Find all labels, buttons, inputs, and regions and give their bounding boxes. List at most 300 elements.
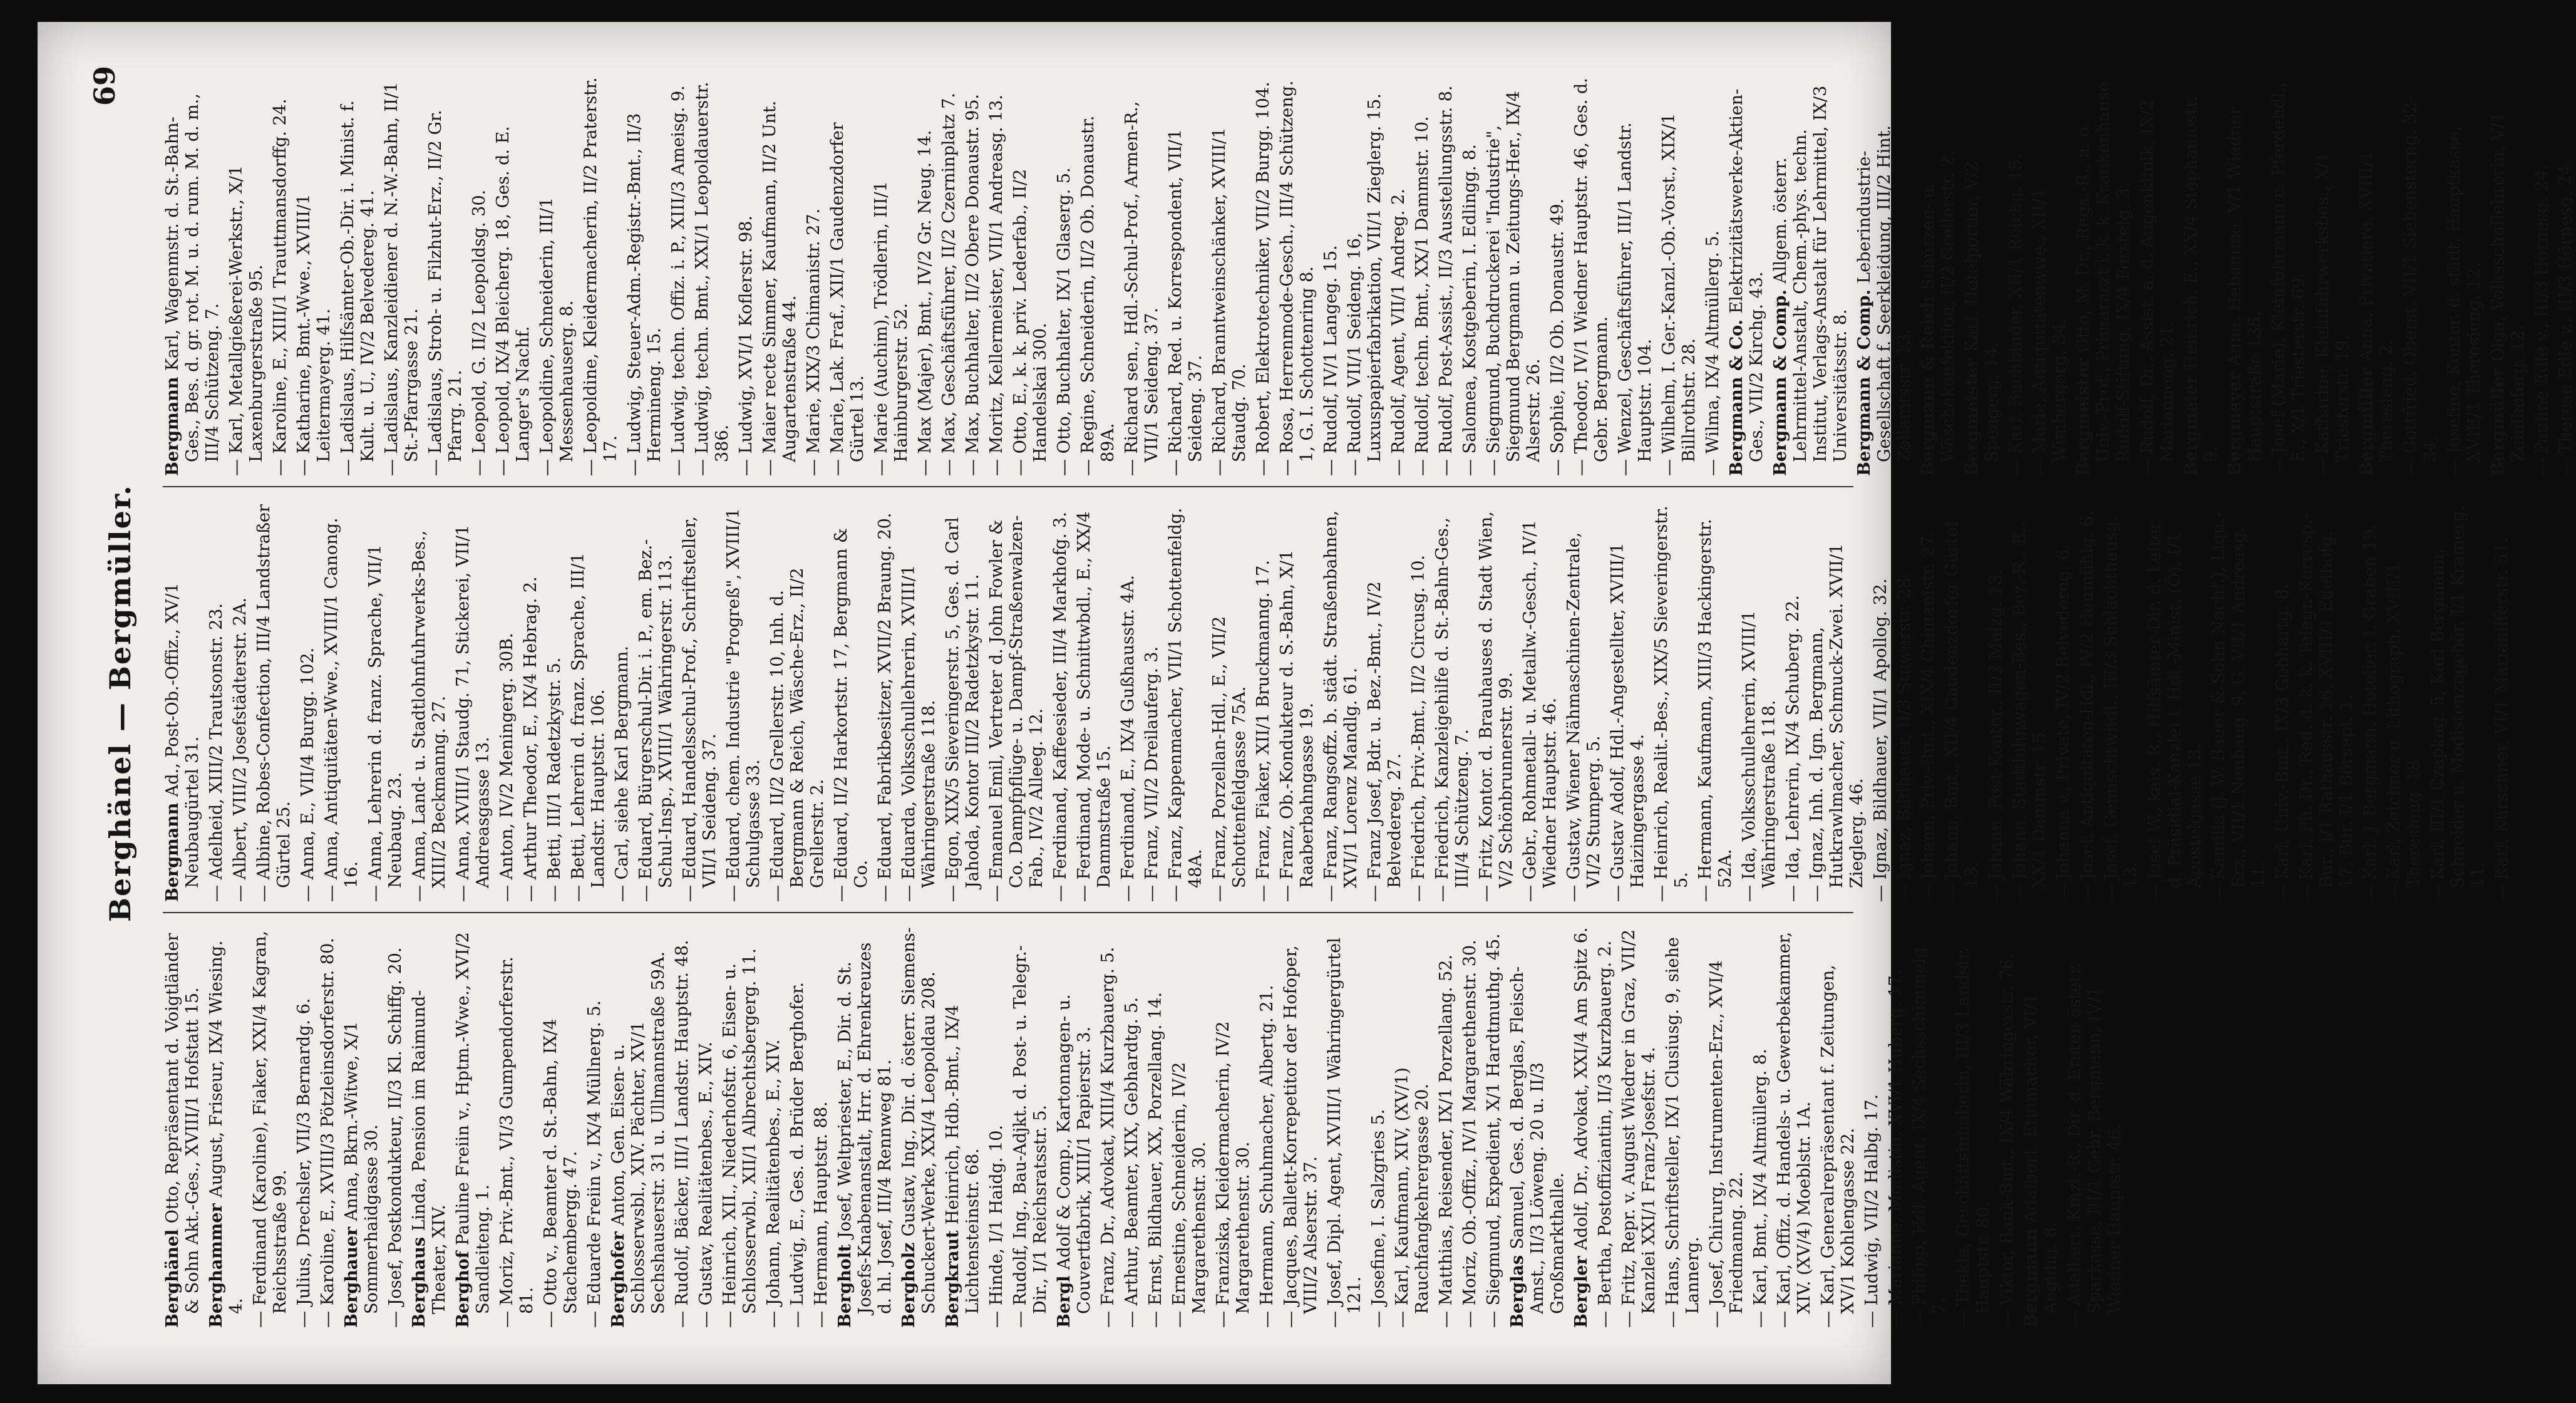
entry-text: Ignaz, Bildhauer, II/3 Stuwerstr. 28. <box>1895 572 1914 880</box>
entry-dash: — <box>1074 879 1094 902</box>
entry-dash: — <box>537 453 557 476</box>
entry-text: Josef, Dipl. Agent, XVIII/1 Währingergürtel 121. <box>1325 938 1364 1314</box>
entry-text: Karl, Zeichner u. Lithograph, XVIII/1 Theresieng. 18. <box>2384 562 2424 888</box>
entry-text: Marie, XIX/3 Chimanistr. 27. <box>804 208 823 454</box>
directory-entry <box>537 75 577 476</box>
directory-entry <box>1321 501 1361 902</box>
directory-entry <box>493 75 533 476</box>
entry-dash: — <box>1054 453 1074 476</box>
directory-entry <box>1325 927 1365 1328</box>
directory-entry <box>2065 927 2125 1328</box>
directory-entry <box>2361 501 2381 902</box>
entry-text: Rudolf, techn. Bmt., XX/1 Dammstr. 10. <box>1413 116 1432 454</box>
entry-text: Betti, Lehrerin d. franz. Sprache, III/1 Landstr. Hauptstr. 106. <box>569 552 608 888</box>
entry-text: Karoline, E., XIII/1 Trauttmansdorffg. 24. <box>270 98 290 454</box>
entry-dash: — <box>270 453 290 476</box>
entry-text: Ernestine, Schneiderin, IV/2 Margarethenstr. 30. <box>1170 1062 1209 1314</box>
entry-dash: — <box>1277 453 1297 476</box>
directory-entry <box>1663 927 1703 1328</box>
entry-text: Julius, Drechsler, VII/3 Bernardg. 6. <box>294 998 314 1306</box>
entry-dash: — <box>1210 453 1229 476</box>
entry-dash: — <box>227 453 246 476</box>
entry-dash: — <box>1166 453 1185 476</box>
entry-text: Heinrich, Realit.-Bes., XIX/5 Sieveringerstr. 5. <box>1652 505 1691 888</box>
entry-dash: — <box>1170 1305 1189 1328</box>
directory-entry <box>1564 501 1604 902</box>
directory-entry <box>1771 75 1851 476</box>
entry-dash: — <box>2101 879 2121 902</box>
entry-text: Maier recte Simmer, Kaufmann, II/2 Unt. Augartenstraße 44. <box>760 100 800 462</box>
directory-entry <box>2010 501 2050 902</box>
entry-dash: — <box>569 879 588 902</box>
directory-entry <box>2532 75 2552 476</box>
entry-dash: — <box>1619 1305 1639 1328</box>
directory-entry <box>545 501 565 902</box>
rotated-directory-page <box>38 22 2575 1384</box>
directory-entry <box>1369 927 1389 1328</box>
entry-dash: — <box>1321 453 1341 476</box>
entry-dash: — <box>2209 879 2228 902</box>
directory-entry <box>1548 75 1568 476</box>
entry-text: Ferdinand (Karoline), Fiaker, XXI/4 Kagran, Reichsstraße 99. <box>250 930 290 1314</box>
entry-text: Adolf, Dr., Advokat, XXI/4 Am Spitz 6. <box>1572 927 1591 1250</box>
directory-entry <box>230 501 250 902</box>
directory-entry <box>1460 927 1480 1328</box>
entry-dash: — <box>541 1305 560 1328</box>
entry-dash: — <box>1122 453 1141 476</box>
directory-entry <box>2145 501 2205 902</box>
directory-entry <box>768 501 828 902</box>
entry-text: Hermann, Schuhmacher, Albertg. 21. <box>1257 985 1277 1306</box>
directory-entry <box>1011 75 1051 476</box>
entry-dash: — <box>720 1305 739 1328</box>
entry-dash: — <box>453 879 473 902</box>
entry-text: Ludwig, techn. Bmt., XXI/1 Leopoldauerstr. 386. <box>693 81 732 462</box>
entry-text: Max, Geschäftsführer, II/2 Czerninplatz 7. <box>939 92 959 454</box>
entry-text: Eduarda, Volksschullehrerin, XVIII/1 Währingerstraße 118. <box>899 564 939 888</box>
entry-dash: — <box>294 1305 314 1328</box>
column-divider <box>163 912 1853 913</box>
entry-text: Jacques, Ballett-Korrepetitor der Hofoper, VIII/2 Alserstr. 37. <box>1281 945 1321 1314</box>
entry-dash: — <box>672 1305 692 1328</box>
entry-text: Ernst, Bildhauer, XX, Porzellang. 14. <box>1146 991 1165 1306</box>
entry-surname: Bergmann <box>163 797 182 902</box>
entry-dash: — <box>1663 1305 1682 1328</box>
directory-entry <box>987 927 1007 1328</box>
entry-dash: — <box>832 879 851 902</box>
directory-entry <box>899 501 939 902</box>
entry-dash: — <box>2065 1305 2084 1328</box>
entry-dash: — <box>1460 453 1480 476</box>
entry-dash: — <box>2428 879 2448 902</box>
entry-text: Marie, Lak. Fraf., XII/1 Gaudenzdorfer Gürtel 13. <box>828 122 867 462</box>
entry-text: Rudolf, IV/1 Langeg. 15. <box>1321 245 1341 454</box>
entry-dash: — <box>1919 879 1938 902</box>
entry-text: Eduard, II/2 Harkortstr. 17, Bergmann & Co. <box>832 528 871 888</box>
entry-text: Ludwig, XVI/1 Koflerstr. 98. <box>736 215 756 454</box>
entry-text: Richard, Branntweinschänker, XVIII/1 Staudg. 70. <box>1210 127 1249 462</box>
entry-text: Moriz, Ob.-Offiz., IV/1 Margarethenstr. 30. <box>1460 940 1480 1306</box>
entry-text: Gottfried, Oberst, VII/1 Siebensterng. 32–34. <box>2401 94 2440 462</box>
entry-text: Pauline Freiin v., Hptm.-Wwe., XVI/2 Sandleiteng. 1. <box>453 932 493 1314</box>
directory-entry <box>987 75 1007 476</box>
directory-entry <box>497 501 517 902</box>
entry-dash: — <box>1210 879 1229 902</box>
directory-entry <box>1775 927 1815 1328</box>
entry-text: Anna, Lehrerin d. franz. Sprache, VII/1 Neubaug. 23. <box>366 544 405 888</box>
entry-text: Anton, IV/2 Meningerg. 30B. <box>497 633 517 880</box>
entry-dash: — <box>207 879 226 902</box>
entry-text: Eduard, Handelsschul-Prof., Schriftsteller, VII/1 Seideng. 37. <box>680 516 719 888</box>
entry-dash: — <box>872 453 891 476</box>
entry-dash: — <box>1548 453 1567 476</box>
directory-entry <box>2273 501 2293 902</box>
directory-entry <box>382 75 422 476</box>
entry-text: Anna, E., VII/4 Burgg. 102. <box>298 647 317 880</box>
entry-dash: — <box>1783 879 1803 902</box>
entry-text: Eduard, Bürgerschul-Dir. i. P., em. Bez.-Schul-Insp., XVIII/1 Währingerstr. 113. <box>636 539 676 888</box>
directory-entry <box>2225 75 2265 476</box>
directory-entry <box>2078 501 2098 902</box>
entry-text: Anna, XVIII/1 Staudg. 71, Stickerei, VII/1 Andreasgasse 13. <box>453 524 493 888</box>
directory-entry <box>1910 927 1950 1328</box>
directory-entry <box>1254 75 1274 476</box>
entry-text: Adalbert, Kmzl.-R., Dir. d. Ersten österr. Sparkasse, III/1 Gebr. Bergmann, IV/1 Wiedner Hauptstr. 46. <box>2065 962 2125 1314</box>
entry-surname: Bergmeister <box>1962 352 1982 476</box>
directory-entry <box>764 927 784 1328</box>
directory-entry <box>724 501 764 902</box>
entry-text: Eduarde Freiin v., IX/4 Müllnerg. 5. <box>585 1000 604 1306</box>
directory-entry <box>2006 75 2026 476</box>
entry-text: Johann, Post-Kontor., II/2 Malzg. 13. <box>1986 569 2006 880</box>
entry-dash: — <box>963 453 982 476</box>
entry-dash: — <box>1011 1305 1030 1328</box>
entry-text: Otto, E., k. k. priv. Lederfab., II/2 Handelskai 300. <box>1011 168 1050 462</box>
entry-dash: — <box>2556 453 2575 476</box>
entry-text: Ludwig, E., Ges. d. Brüder Berghofer. <box>788 982 807 1306</box>
directory-entry <box>2428 501 2488 902</box>
entry-text: Arthur Theodor, E., IX/4 Hebrag. 2. <box>521 576 540 880</box>
page-number: 69 <box>88 66 121 106</box>
directory-entry <box>1277 75 1317 476</box>
entry-text: Ladislaus, Stroh- u. Filzhut-Erz., II/2 Gr. Pfarrg. 21. <box>426 110 465 462</box>
directory-entry <box>1727 75 1767 476</box>
entry-surname: Bergholt <box>835 1238 855 1328</box>
entry-text: Rudolf, Bäcker, III/1 Landstr. Hauptstr. 48. <box>672 940 692 1306</box>
directory-entry <box>386 927 406 1328</box>
entry-text: Karl, Offiz. d. Handels- u. Gewerbekammer, XIV. (XV/4) Moeblstr. 1A. <box>1775 931 1814 1314</box>
entry-text: Ludwig, VII/2 Halbg. 17. <box>1862 1094 1882 1306</box>
entry-text: Josef, Postkondukteur, II/3 Kl. Schiffg. 20. <box>386 947 405 1306</box>
entry-text: Richard sen., Hdl.-Schul-Prof., Armen-R., VII/1 Seideng. 37. <box>1122 101 1162 462</box>
directory-entry <box>1413 75 1433 476</box>
directory-entry <box>609 927 669 1328</box>
entry-text: Franz, Ob.-Kondukteur d. S.-Bahn, X/1 Raaberbahngasse 19. <box>1277 549 1317 888</box>
entry-text: Thekla, Geschäftsinhaberin, III/3 Landstr. Hauptstr. 80. <box>1954 947 1993 1314</box>
entry-dash: — <box>1608 879 1627 902</box>
directory-entry <box>1739 501 1780 902</box>
entry-text: Hinde, I/1 Haidg. 10. <box>987 1124 1006 1306</box>
entry-text: Therese Edle v., III/3 Hörnesg. 24. <box>2556 158 2575 454</box>
directory-entry <box>2401 75 2441 476</box>
entry-text: Gustav Adolf, Hdl.-Angestellter, XVIII/1 Haizingergasse 4. <box>1608 542 1647 888</box>
directory-entry <box>1118 501 1138 902</box>
entry-dash: — <box>1369 1305 1388 1328</box>
entry-dash: — <box>1696 879 1715 902</box>
entry-dash: — <box>497 1305 517 1328</box>
entry-text: Ladislaus, Hilfsämter-Ob.-Dir. i. Minist. f. Kult. u. U., IV/2 Belvedereg. 41. <box>338 100 378 462</box>
entry-text: Arthur, Beamter, XIX, Gebhardtg. 5. <box>1122 997 1141 1306</box>
entry-text: Karl, III/1 Czapkag. 5, Karl Bergmann, Schneider u. Modistenzugehör, I/1 Kramerg. 11. <box>2428 505 2488 888</box>
directory-entry <box>163 501 203 902</box>
entry-text: Wenzel, Geschäftsführer, III/1 Landstr. Hauptstr. 104. <box>1615 122 1655 462</box>
entry-text: Friedrich, Priv.-Bmt., II/2 Circusg. 10. <box>1409 555 1428 880</box>
entry-text: Moriz, Priv.-Bmt., VI/3 Gumpendorferstr. 81. <box>497 956 537 1314</box>
entry-dash: — <box>294 453 314 476</box>
directory-entry <box>1436 927 1456 1328</box>
directory-entry <box>875 501 895 902</box>
directory-entry <box>2488 75 2528 476</box>
entry-dash: — <box>493 453 513 476</box>
directory-entry <box>410 927 450 1328</box>
directory-entry <box>1707 927 1747 1328</box>
directory-entry <box>1783 501 1803 902</box>
directory-entry <box>250 927 291 1328</box>
entry-dash: — <box>1257 1305 1277 1328</box>
entry-dash: — <box>2030 453 2049 476</box>
directory-entry <box>2054 501 2074 902</box>
entry-text: Ad., Post-Ob.-Offiz., XV/1 Neubaugürtel 31. <box>163 582 202 888</box>
entry-text: Max (Majer), Bmt., IV/2 Gr. Neug. 14. <box>915 130 935 454</box>
entry-dash: — <box>2532 453 2552 476</box>
entry-text: Ferdinand, Mode- u. Schnittwbdl., E., XX/4 Dammstraße 15. <box>1074 511 1114 888</box>
entry-text: Otto, M. Dr., Regs.-R., a. o. Univ.-Prof., Primararzt i. k. k. Krankenhause Rudolf-Stiftung, IX/4 Ferstelg. 3. <box>2074 81 2133 462</box>
entry-text: Ignaz, Bildhauer, VII/1 Apollog. 32. <box>1871 578 1890 880</box>
directory-entry <box>1871 501 1891 902</box>
entry-dash: — <box>254 879 274 902</box>
entry-surname: Bergler <box>1572 1250 1591 1328</box>
entry-text: Franz, Rangsoffz. b. städt. Straßenbahnen, XVI/1 Lorenz Mandlg. 61. <box>1321 510 1361 888</box>
entry-text: Karl, Univ.-Bmt., IX/3 Gebhartg. 8. <box>2273 583 2292 880</box>
entry-dash: — <box>1615 453 1635 476</box>
entry-surname: Bergmeyer <box>2225 366 2245 476</box>
directory-entry <box>1659 75 1699 476</box>
entry-text: Johann, Realitätenbes., E., XIV. <box>764 1039 783 1306</box>
entry-text: Eduard, Fabrikbesitzer, XVII/2 Braung. 20. <box>875 512 895 880</box>
entry-text: Franz Josef, Bdr. u. Bez.-Bmt., IV/2 Belvedereg. 27. <box>1365 581 1404 888</box>
directory-entry <box>298 501 318 902</box>
entry-dash: — <box>1122 1305 1141 1328</box>
entry-dash: — <box>1652 879 1671 902</box>
entry-dash: — <box>545 879 564 902</box>
directory-entry <box>338 75 378 476</box>
directory-entry <box>1595 927 1615 1328</box>
entry-text: Ludwig, techn. Offiz. i. P., XIII/3 Ameisg. 9. <box>669 85 688 454</box>
entry-dash: — <box>2138 453 2157 476</box>
entry-text: Ferdinand, Kaffeesieder, III/4 Markhofg. 3. <box>1051 512 1070 880</box>
directory-entry <box>163 75 223 476</box>
entry-dash: — <box>1254 453 1273 476</box>
entry-dash: — <box>298 879 317 902</box>
entry-text: Anton, Gen. Eisen- u. Schlosserwsbl., XIV. Pächter, XV/1 Sechshauserstr. 31 u. Ullmannstraße 59A. <box>609 951 668 1314</box>
entry-dash: — <box>788 1305 807 1328</box>
directory-entry <box>943 501 983 902</box>
entry-text: Katharine, Bmt.-Wwe., XVIII/1 Leitermayerg. 41. <box>294 194 334 462</box>
directory-entry <box>636 501 676 902</box>
scanned-page <box>38 22 2575 1384</box>
entry-text: Karl, Buchbinder, XII/1 Reichg. 15. <box>2006 153 2026 454</box>
entry-surname: Berghofer <box>609 1225 628 1328</box>
entry-dash: — <box>1436 453 1456 476</box>
directory-entry <box>693 75 733 476</box>
entry-text: Josef W., kais. R., Hilfsämter-Dir. d. Leiter d. Präsidial-Kanzlei i. Hdl.-Minist. (Ö), I/1 Apostelgasse 13. <box>2145 521 2205 888</box>
entry-dash: — <box>1321 879 1341 902</box>
directory-entry <box>1818 927 1858 1328</box>
entry-dash: — <box>1910 1305 1929 1328</box>
directory-entry <box>1078 75 1118 476</box>
entry-text: Samuel, Ges. d. Berglas, Fleisch-Amst., II/3 Löweng. 20 u. II/3 Großmarkthalle. <box>1508 966 1567 1314</box>
entry-text: Max, Buchhalter, II/2 Obere Donaustr. 95. <box>963 93 982 454</box>
entry-surname: Bergmann & Comp. <box>1855 283 1874 476</box>
entry-dash: — <box>2269 453 2289 476</box>
directory-entry <box>1409 501 1429 902</box>
entry-text: Albine, Robes-Confection, III/4 Landstraßer Gürtel 25. <box>254 504 294 888</box>
directory-entry <box>1652 501 1692 902</box>
directory-entry <box>207 501 227 902</box>
entry-dash: — <box>2297 879 2316 902</box>
entry-dash: — <box>1345 453 1364 476</box>
entry-dash: — <box>1484 453 1503 476</box>
directory-entry <box>1277 501 1317 902</box>
directory-entry <box>736 75 756 476</box>
directory-entry <box>625 75 665 476</box>
entry-text: Friedrich, Kanzleigehilfe d. St.-Bahn-Ges., III/4 Schützeng. 7. <box>1433 517 1472 888</box>
entry-text: Betti, III/1 Radetzkystr. 5. <box>545 657 564 880</box>
entry-dash: — <box>581 453 600 476</box>
directory-entry <box>1954 927 1994 1328</box>
entry-text: Rudolf, Agent, VII/1 Andreg. 2. <box>1389 189 1408 454</box>
directory-entry <box>569 501 609 902</box>
entry-text: Rudolf, VII/1 Seideng. 16, Luxuspapierfabrikation, VII/1 Zieglerg. 15. <box>1345 93 1384 462</box>
entry-dash: — <box>987 1305 1006 1328</box>
entry-dash: — <box>1564 879 1584 902</box>
directory-entry <box>1170 927 1210 1328</box>
directory-entry <box>915 75 935 476</box>
entry-surname: Bergl <box>1054 1270 1074 1328</box>
directory-entry <box>366 501 406 902</box>
entry-dash: — <box>366 879 385 902</box>
entry-text: Franz, VII/2 Dreilauferg. 3. <box>1142 646 1162 880</box>
entry-text: Franz, Dr., Advokat, XIII/4 Kurzbauerg. 5. <box>1098 946 1118 1306</box>
entry-text: Hermann, Hauptstr. 88. <box>811 1101 831 1306</box>
entry-dash: — <box>939 453 959 476</box>
directory-entry <box>835 927 895 1328</box>
entry-text: Franziska, Kleidermacherin, IV/2 Margarethenstr. 30. <box>1213 1021 1253 1314</box>
directory-entry <box>1433 501 1473 902</box>
entry-dash: — <box>1078 453 1098 476</box>
directory-entry <box>1460 75 1480 476</box>
entry-text: Karl, Metallgießerei-Werkstr., X/1 Laxenburgerstraße 95. <box>227 165 266 462</box>
entry-text: Karl, J. Bergmann, Hotelier, I. Graben 19. <box>2361 524 2380 880</box>
entry-dash: — <box>811 1305 831 1328</box>
entry-text: Siegmund, Buchdruckerei "Industrie", Siegmund Bergmann u. Zeitungs-Her., IX/4 Alserstr. 26. <box>1484 91 1543 462</box>
entry-dash: — <box>1986 879 2006 902</box>
entry-dash: — <box>693 453 712 476</box>
directory-column-1 <box>163 927 2125 1328</box>
entry-surname: Berghauer <box>342 1221 361 1328</box>
entry-text: Adelheid, XIII/2 Trautsonstr. 23. <box>207 603 226 880</box>
directory-entry <box>1122 927 1142 1328</box>
entry-dash: — <box>1436 1305 1456 1328</box>
entry-text: Josefine, Kontor. d. städt. Hauptkasse, XVIII/1 Theresieng. 12. <box>2445 126 2484 462</box>
directory-entry <box>1508 927 1568 1328</box>
entry-surname: Bergmeier <box>2182 370 2201 476</box>
entry-text: Elektrizitätswerke-Aktien-Ges., VII/2 Kirchg. 43. <box>1727 88 1766 462</box>
entry-dash: — <box>612 879 632 902</box>
entry-dash: — <box>1703 453 1723 476</box>
directory-entry <box>2269 75 2309 476</box>
entry-text: Anna, Antiquitäten-Wwe., XVIII/1 Canong. 16. <box>322 517 361 888</box>
entry-text: Karoline, E., XVIII/3 Pötzleinsdorferstr. 80. <box>318 938 337 1306</box>
entry-text: Egon, XIX/5 Sieveringerstr. 5, Ges. d. Carl Jahoda, Kontor III/2 Radetzkystr. 11. <box>943 517 982 888</box>
entry-dash: — <box>875 879 895 902</box>
directory-entry <box>453 501 493 902</box>
entry-dash: — <box>2078 879 2097 902</box>
entry-text: Pauline Edle v., III/3 Hörnesg. 24. <box>2532 164 2552 454</box>
directory-column-3 <box>163 75 2575 476</box>
directory-entry <box>1862 927 1882 1328</box>
directory-entry <box>1919 501 1939 902</box>
entry-text: Katharine, Kleinfuhrwerksbes., X/1 Triesterstr. 19. <box>2313 152 2352 462</box>
directory-entry <box>1962 75 2002 476</box>
entry-text: Emanuel Emil, Vertreter d. John Fowler & Co. Dampfpflüge- u. Dampf-Straßenwalzen-Fab., IV/2 Alleeg. 12. <box>987 515 1046 888</box>
entry-text: Johann, Priv.-Bmt., XIX/4 Chimanistr. 27. <box>1919 531 1938 880</box>
directory-entry <box>1074 501 1115 902</box>
entry-text: Karl, Ph. Dr., Red. d. k. k. Telegr.-Korresp.-Bur., I/1 Rathausstr. 16, XVIII/1 Edelhofg. 17, Bur. I/1 Börsepl. 1. <box>2297 513 2356 888</box>
entry-text: Adolf & Comp., Kartonnagen- u. Couvertfabrik, XIII/1 Papierstr. 3. <box>1054 994 1094 1314</box>
directory-entry <box>804 75 824 476</box>
entry-text: Olga, Volksschullehrerin, V/1 Zeinlhoferg. 12. <box>2488 111 2528 462</box>
entry-text: Marie (Auchim), Trödlerin, III/1 Hainburgerstr. 52. <box>872 181 911 462</box>
entry-dash: — <box>1739 879 1759 902</box>
entry-text: Rosa, Herrenmode-Gesch., III/4 Schützeng. 1, G. I. Schottenring 8. <box>1277 80 1317 462</box>
entry-text: Gustav, Ing., Dir. d. österr. Siemens-Schuckert-Werke, XXI/4 Leopoldau 208. <box>899 927 939 1314</box>
directory-entry <box>207 927 247 1328</box>
entry-text: Marie, Antiquitätenwwe., XII/1 Wimbergerg. 34. <box>2030 188 2069 462</box>
entry-text: August, Friseur, IX/4 Wiesing. 4. <box>207 940 246 1314</box>
entry-dash: — <box>1484 1305 1503 1328</box>
entry-text: Josef, Gemischtwhdl., III/3 Schlachthausg. 13. <box>2101 515 2141 888</box>
entry-text: Anna, Privatiere, XVIII/1 Theresieng. 2. <box>2357 150 2396 462</box>
entry-text: Franz, Porzellan-Hdl., E., VII/2 Schottenfeldgasse 75A. <box>1210 616 1249 888</box>
entry-text: Robert, Elektrotechniker, VII/2 Burgg. 104. <box>1254 81 1273 454</box>
directory-entry <box>270 75 291 476</box>
entry-surname: Bergmann <box>163 371 182 476</box>
directory-entry <box>811 927 832 1328</box>
entry-dash: — <box>322 879 341 902</box>
directory-entry <box>2209 501 2269 902</box>
entry-dash: — <box>1277 879 1297 902</box>
entry-text: Karl, Kaufmann, XIV, (XV/1) Rauchfangkehrergasse 20. <box>1393 1067 1432 1314</box>
entry-text: Karl, Bmt., IX/4 Altmüllerg. 8. <box>1751 1048 1770 1306</box>
directory-entry <box>1321 75 1341 476</box>
entry-dash: — <box>1413 453 1432 476</box>
directory-entry <box>2182 75 2222 476</box>
entry-text: Philipp, Hdl.-Agent, IX/4 Sechsschimmelg. 7. <box>1910 941 1949 1314</box>
entry-dash: — <box>497 879 517 902</box>
entry-dash: — <box>724 879 743 902</box>
entry-text: Ludwig, Steuer-Adm.-Registr.-Bmt., II/3 Hermineng. 15. <box>625 113 664 462</box>
